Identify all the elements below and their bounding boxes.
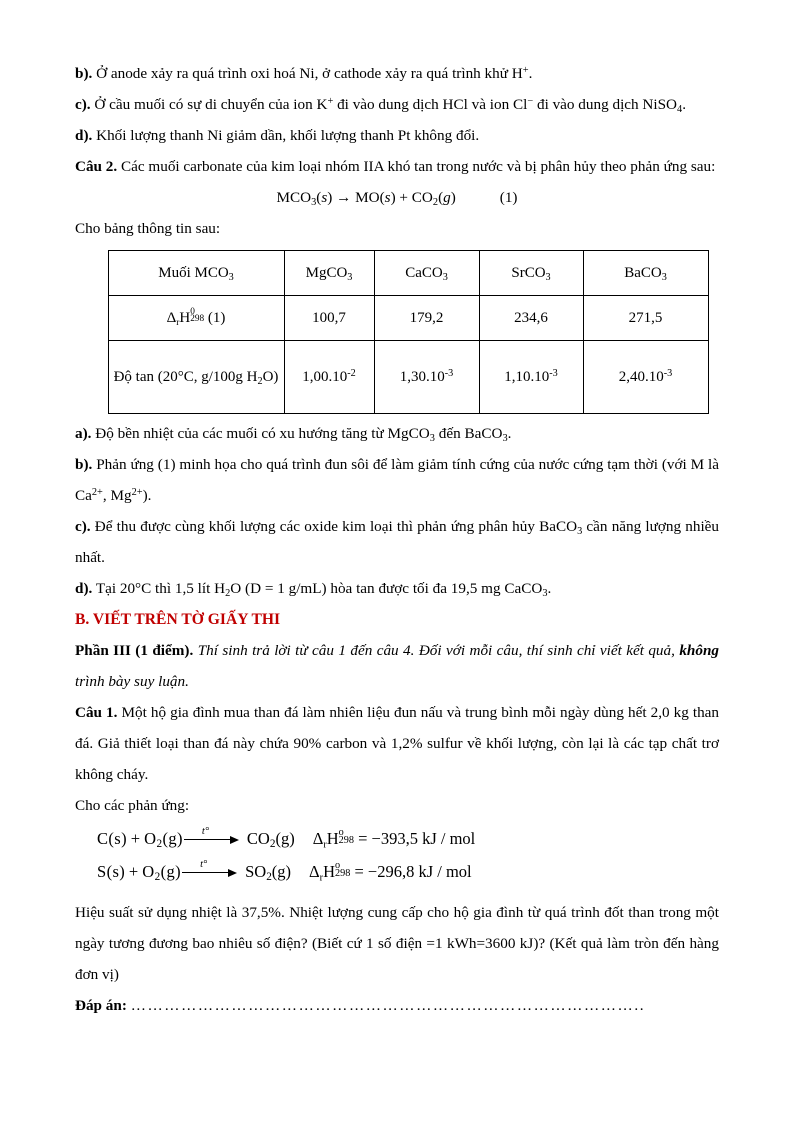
solubility-mgco3: $1,00.10^{-2}$ — [284, 341, 374, 414]
co2-sub: 2 — [432, 196, 439, 208]
reaction-2-reactant: $S(s) + O_2(g)$ — [97, 862, 182, 884]
enthalpy-baco3: 271,5 — [583, 296, 708, 341]
statement-d-text: Khối lượng thanh Ni giảm dần, khối lượng thanh Pt không đổi. — [96, 127, 480, 144]
reaction-equations — [75, 827, 719, 893]
reaction-1-enthalpy: ΔrH o 298 = −393,5 kJ / mol — [312, 827, 476, 851]
cau2-intro-text: Các muối carbonate của kim loại nhóm IIA khó tan trong nước và bị phân hủy theo phản ứng sau: — [121, 158, 716, 175]
enthalpy-mgco3: 100,7 — [284, 296, 374, 341]
statement-c-label: c). — [75, 96, 91, 113]
phan3-text-emphasis: không — [679, 642, 720, 659]
table-row-header — [108, 251, 708, 296]
reaction-1-arrow-label: t° — [201, 826, 210, 838]
cau2-label: Câu 2. — [75, 158, 118, 175]
reaction-arrow-icon-2 — [182, 859, 244, 877]
reaction-equation-2 — [97, 860, 719, 893]
table-row-enthalpy — [108, 296, 708, 341]
cau1-question: Hiệu suất sử dụng nhiệt là 37,5%. Nhiệt lượng cung cấp cho hộ gia đình từ quá trình đốt than trong một ngày tương đương bao nhiêu số điện? (Biết cứ 1 số điện =1 kWh=3600 kJ)? (Kết quả làm tròn đến hàng đơn vị) — [75, 904, 719, 983]
statement-c: c). Ở cầu muối có sự di chuyển của ion K+ đi vào dung dịch HCl và ion Cl− đi vào dung dịch NiSO$_4$. — [75, 96, 686, 115]
reaction-1-product: $CO_2(g)$ — [246, 829, 295, 851]
cau2-intro — [75, 151, 719, 182]
statement-b: b). Ở anode xảy ra quá trình oxi hoá Ni, ở cathode xảy ra quá trình khử H+. — [75, 65, 533, 82]
statement-d-label: d). — [75, 127, 93, 144]
solubility-caco3: $1,30.10^{-3}$ — [374, 341, 479, 414]
answer-label: Đáp án: — [75, 997, 127, 1014]
table-rowhead-solubility: Độ tan (20°C, g/100g $H_2O$) — [108, 341, 284, 414]
cau1-reactions-caption: Cho các phản ứng: — [75, 797, 190, 814]
cau2-equation-number: (1) — [499, 189, 518, 206]
cau2-statement-a: a). Độ bền nhiệt của các muối có xu hướng tăng từ MgCO$_3$ đến BaCO$_3$. — [75, 425, 512, 444]
phan3-instruction — [75, 635, 719, 697]
reaction-2-arrow-label: t° — [200, 859, 208, 871]
reaction-equation-1 — [97, 827, 719, 860]
reaction-2-product: $SO_2(g)$ — [245, 862, 292, 884]
cau2-statement-d: d). Tại 20°C thì 1,5 lít $H_2O$ (D = 1 g/mL) hòa tan được tối đa 19,5 mg CaCO$_3$. — [75, 580, 552, 599]
table-col-caco3: CaCO$_3$ — [374, 251, 479, 296]
table-col-srco3: SrCO$_3$ — [479, 251, 583, 296]
reaction-1-reactant: $C(s) + O_2(g)$ — [97, 829, 183, 851]
k-charge: + — [327, 96, 334, 108]
document-page — [75, 58, 719, 1021]
answer-line — [75, 990, 719, 1021]
phan3-text-1: Thí sinh trả lời từ câu 1 đến câu 4. Đối với mỗi câu, thí sinh chỉ viết kết quả, — [197, 642, 675, 659]
cau2-equation: $MCO_3(s) \to MO(s) + CO_2(g)$ (1) — [276, 189, 518, 208]
statement-b-label: b). — [75, 65, 93, 82]
cl-charge: − — [527, 96, 534, 108]
enthalpy-caco3: 179,2 — [374, 296, 479, 341]
cau2-table-caption: Cho bảng thông tin sau: — [75, 220, 221, 237]
carbonate-info-table — [108, 250, 709, 414]
table-col-baco3: BaCO$_3$ — [583, 251, 708, 296]
niso4-sub: 4 — [677, 103, 683, 115]
solubility-srco3: $1,10.10^{-3}$ — [479, 341, 583, 414]
table-header-cell-salt: Muối $MCO_3$ — [108, 251, 284, 296]
section-b-heading: B. VIẾT TRÊN TỜ GIẤY THI — [75, 611, 281, 628]
cau2-statement-b: b). Phản ứng (1) minh họa cho quá trình đun sôi để làm giảm tính cứng của nước cứng tạm thời (với M là $Ca^{2+}$, $Mg^{2+}$). — [75, 456, 719, 504]
cau1-label: Câu 1. — [75, 704, 118, 721]
cau2-statement-c: c). Để thu được cùng khối lượng các oxide kim loại thì phản ứng phân hủy BaCO$_3$ cần năng lượng nhiều nhất. — [75, 518, 719, 566]
reaction-arrow-icon — [184, 826, 246, 844]
cau2-statement-b-label: b). — [75, 456, 93, 473]
table-row-solubility — [108, 341, 708, 414]
info-table-wrapper — [75, 250, 719, 414]
solubility-baco3: $2,40.10^{-3}$ — [583, 341, 708, 414]
charge-plus: + — [522, 65, 529, 77]
answer-dots[interactable]: ……………………………………………………………………………….. — [130, 997, 646, 1014]
cau2-statement-d-label: d). — [75, 580, 93, 597]
table-col-mgco3: MgCO$_3$ — [284, 251, 374, 296]
cau1-body — [75, 697, 719, 790]
statement-d — [75, 120, 719, 151]
cau2-statement-c-label: c). — [75, 518, 91, 535]
reaction-2-enthalpy: ΔrH o 298 = −296,8 kJ / mol — [309, 860, 472, 884]
phan3-text-2: trình bày suy luận. — [75, 673, 189, 690]
cau2-statement-a-label: a). — [75, 425, 92, 442]
table-rowhead-enthalpy: ΔrH 0 298 (1) — [108, 296, 284, 341]
phan3-label: Phần III (1 điểm). — [75, 642, 194, 659]
enthalpy-srco3: 234,6 — [479, 296, 583, 341]
cau1-body-text: Một hộ gia đình mua than đá làm nhiên liệu đun nấu và trung bình mỗi ngày dùng hết 2,0 kg than đá. Giả thiết loại than đá này chứa 90% carbon và 1,2% sulfur về khối lượng, còn lại là các tạp chất trơ không cháy. — [75, 704, 720, 783]
mco3-sub: 3 — [311, 196, 317, 208]
